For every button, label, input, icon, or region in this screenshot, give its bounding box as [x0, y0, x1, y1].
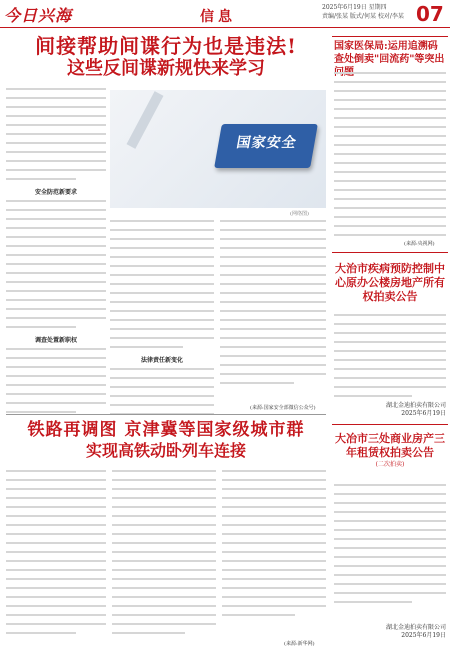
main-article-subtitle: 这些反间谍新规快来学习 [67, 58, 265, 79]
issue-date: 2025年6月19日 星期四 [322, 4, 387, 11]
auction-notice-2 [334, 432, 446, 469]
newspaper-logo: 今日兴海 [4, 6, 73, 25]
rail-article-title: 铁路再调图 京津冀等国家级城市群 [27, 420, 305, 440]
main-article-column-3 [220, 218, 326, 414]
notice-2-subtitle: (二次拍卖) [375, 461, 405, 468]
notice-1-title: 大治市疾病预防控制中心原办公楼房地产所有权拍卖公告 [335, 262, 445, 303]
issue-meta [322, 3, 404, 21]
main-article-column-1 [6, 86, 106, 416]
photo-credit: (网络图) [290, 211, 309, 217]
stamp-text: 国家安全 [235, 135, 298, 151]
main-article-headline [6, 34, 326, 80]
notice-2-signature [334, 624, 446, 640]
national-security-stamp [214, 124, 318, 168]
notice-2-top-rule [332, 424, 448, 425]
notice-2-title: 大冶市三处商业房产三年租赁权拍卖公告 [335, 432, 445, 459]
rail-article-column-1 [6, 468, 106, 640]
rail-article-column-3 [222, 468, 326, 640]
article-photo [110, 90, 326, 208]
editor-credits: 责编/张某 版式/何某 校对/李某 [322, 13, 404, 20]
masthead [0, 0, 450, 28]
sidebar-article-source: (来源:央视网) [404, 241, 435, 247]
rail-article-subtitle: 实现高铁动卧列车连接 [85, 441, 246, 460]
subhead-security: 安全防范新要求 [34, 189, 77, 196]
sidebar-article-title: 国家医保局:运用追溯码查处倒卖"回流药"等突出问题 [334, 41, 445, 78]
notice-1-body [334, 312, 446, 398]
notice-1-top-rule [332, 252, 448, 253]
sidebar-top-rule [332, 36, 448, 37]
subhead-investigation: 调查处置新职权 [34, 337, 77, 344]
sidebar-article-body [334, 70, 446, 238]
notice-2-date: 2025年6月19日 [401, 632, 446, 639]
main-article-source: (来源:国家安全部微信公众号) [250, 405, 316, 411]
page-number: 07 [416, 2, 444, 26]
rail-article-source: (来源:新华网) [284, 641, 315, 647]
notice-1-date: 2025年6月19日 [401, 410, 446, 417]
notice-2-signer: 湖北金迪拍卖有限公司 [385, 624, 446, 631]
section-title: 信息 [200, 9, 236, 25]
notice-2-body [334, 482, 446, 612]
auction-notice-1 [334, 262, 446, 304]
rail-article-headline [6, 420, 326, 461]
main-article-title: 间接帮助间谍行为也是违法! [35, 34, 297, 58]
notice-1-signature [334, 402, 446, 418]
notice-1-signer: 湖北金迪拍卖有限公司 [385, 402, 446, 409]
article-divider [6, 414, 326, 415]
pen-illustration [127, 91, 164, 149]
main-article-column-2 [110, 218, 214, 414]
subhead-liability: 法律责任新变化 [140, 357, 183, 364]
rail-article-column-2 [112, 468, 216, 640]
